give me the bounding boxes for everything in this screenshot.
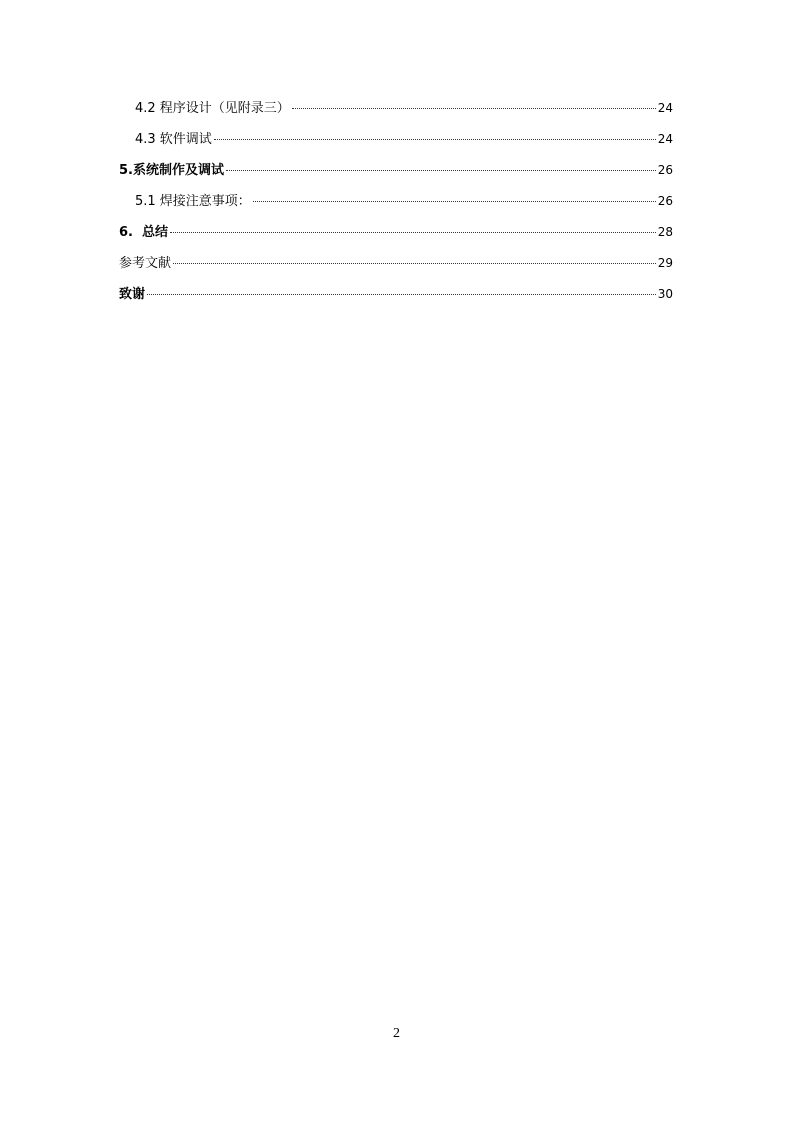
toc-entry-summary[interactable] [119,222,673,253]
toc-entry-title: 5.1 焊接注意事项： [135,194,251,209]
page-number: 2 [393,1026,400,1041]
toc-entry-references[interactable] [119,253,673,284]
toc-entry-program-design[interactable] [119,98,673,129]
toc-entry-page: 26 [657,194,673,208]
toc-entry-page: 29 [657,256,673,270]
toc-entry-system-build[interactable] [119,160,673,191]
toc-dot-leader [253,200,656,202]
toc-dot-leader [147,293,656,295]
toc-entry-page: 24 [657,101,673,115]
toc-entry-page: 28 [657,225,673,239]
toc-entry-title: 5.系统制作及调试 [119,163,224,178]
toc-entry-welding-notes[interactable] [119,191,673,222]
toc-entry-software-debug[interactable] [119,129,673,160]
toc-entry-title: 参考文献 [119,256,172,271]
toc-entry-page: 24 [657,132,673,146]
toc-dot-leader [173,262,656,264]
toc-entry-page: 26 [657,163,673,177]
toc-entry-title: 4.2 程序设计（见附录三） [135,101,290,116]
toc-entry-acknowledgements[interactable] [119,284,673,315]
table-of-contents [119,98,673,315]
toc-dot-leader [292,107,656,109]
toc-dot-leader [214,138,656,140]
toc-entry-title: 6. 总结 [119,225,169,240]
toc-dot-leader [226,169,656,171]
toc-entry-page: 30 [657,287,673,301]
toc-entry-title: 4.3 软件调试 [135,132,212,147]
toc-entry-title: 致谢 [119,287,146,302]
toc-dot-leader [170,231,656,233]
